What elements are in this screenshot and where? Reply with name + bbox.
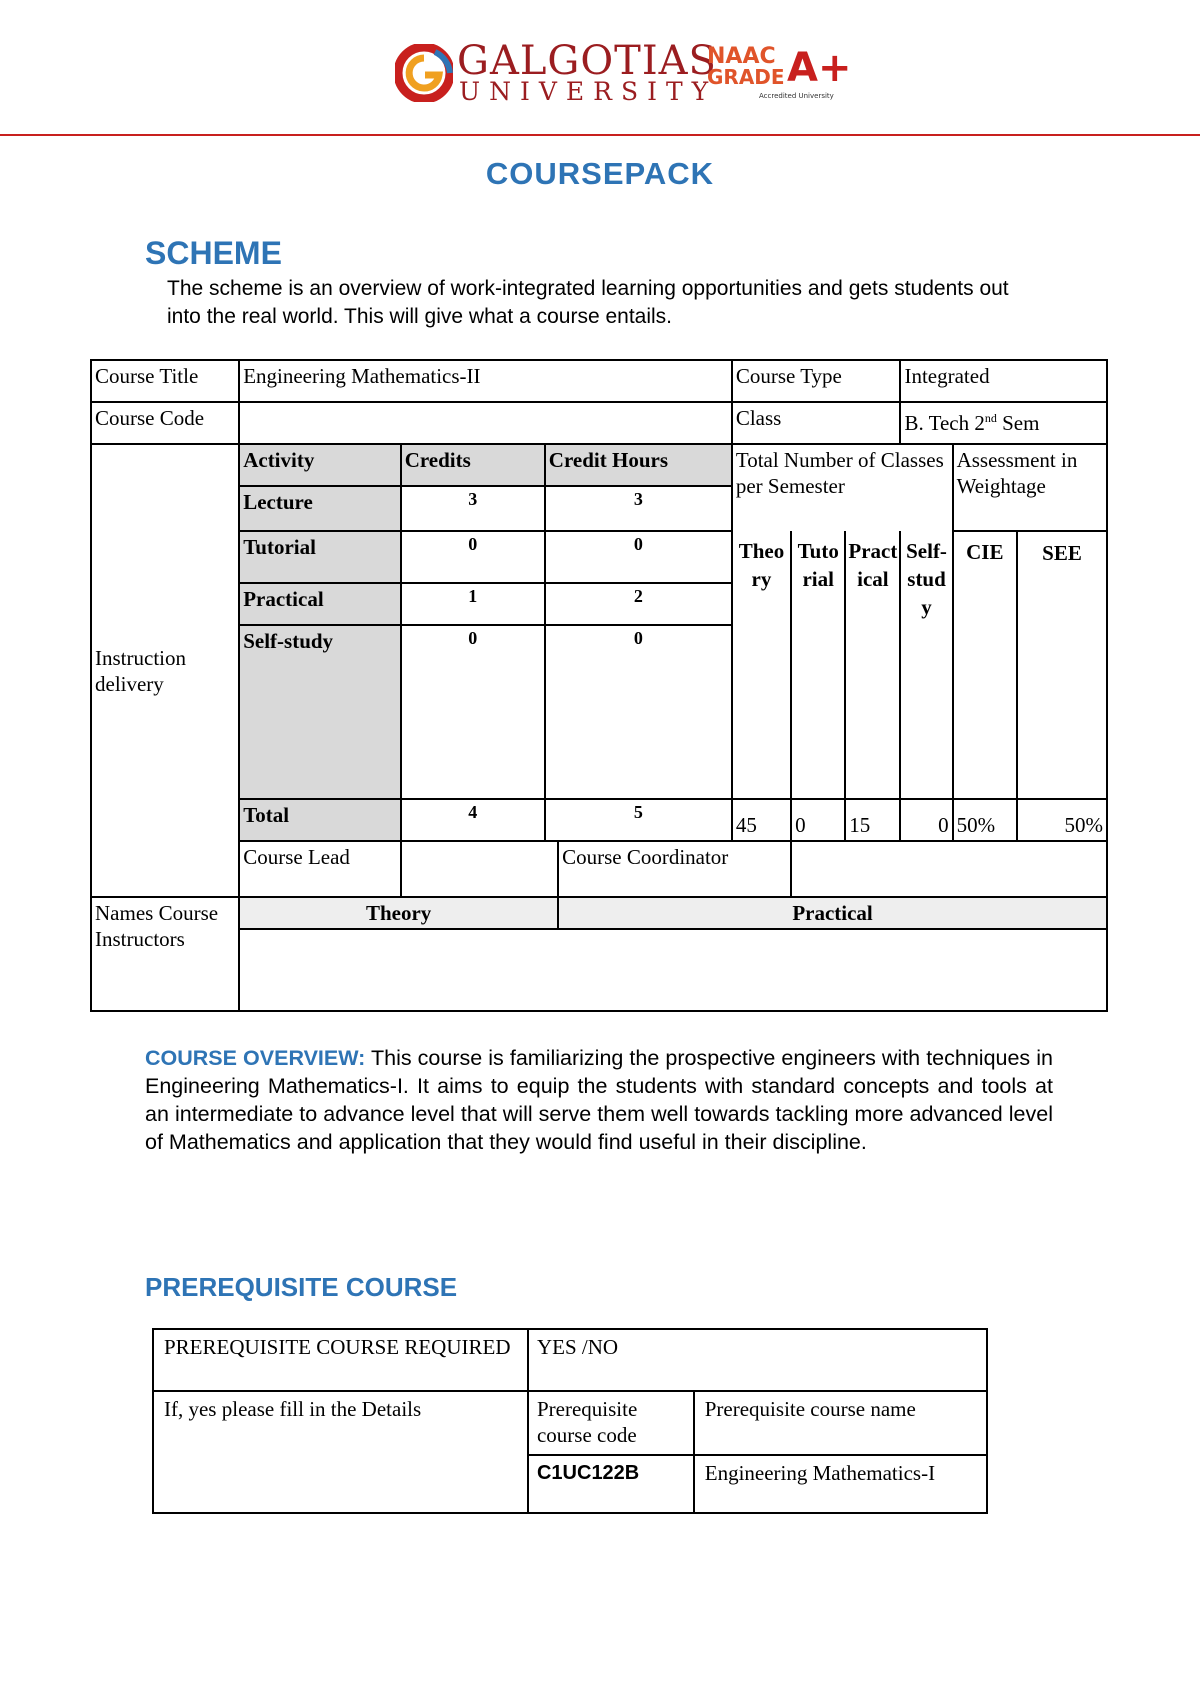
naac-badge <box>707 44 852 106</box>
prerequisite-name-header: Prerequisite course name <box>694 1391 987 1455</box>
naac-label: NAAC <box>707 44 776 69</box>
hours-self-study: 0 <box>545 625 732 799</box>
hours-tutorial: 0 <box>545 531 732 583</box>
prerequisite-table <box>152 1328 988 1514</box>
galgotias-emblem-icon <box>395 44 453 102</box>
credits-practical: 1 <box>401 583 545 625</box>
course-title-label: Course Title <box>91 360 239 402</box>
activity-practical: Practical <box>239 583 400 625</box>
course-code-label: Course Code <box>91 402 239 444</box>
classes-tutorial-header: Tutorial <box>791 531 845 799</box>
logo-name: GALGOTIAS <box>457 38 717 84</box>
activity-tutorial: Tutorial <box>239 531 400 583</box>
prerequisite-required-label: PREREQUISITE COURSE REQUIRED <box>153 1329 528 1391</box>
header-divider <box>0 134 1200 136</box>
cie-value: 50% <box>953 799 1017 841</box>
page-header <box>0 0 1200 136</box>
naac-grade-value: A+ <box>787 45 852 91</box>
see-header: SEE <box>1017 531 1107 799</box>
classes-practical-value: 15 <box>845 799 900 841</box>
course-overview-label: COURSE OVERVIEW: <box>145 1046 366 1070</box>
course-type-label: Course Type <box>732 360 901 402</box>
hours-lecture: 3 <box>545 486 732 531</box>
class-value-sup: nd <box>984 411 997 425</box>
course-overview-text: This course is familiarizing the prospective engineers with techniques in Engineering Mathematics-I. It aims to equip the students with standard concepts and tools at an intermediate to advance level that will serve them well towards tackling more advanced level of Mathematics and application that they would find useful in their discipline. <box>145 1046 1053 1154</box>
instructors-label: Names Course Instructors <box>91 897 239 1011</box>
total-classes-header: Total Number of Classes per Semester <box>732 444 953 531</box>
course-scheme-table <box>90 359 1108 1012</box>
total-credits: 4 <box>401 799 545 841</box>
instruction-delivery-label: Instruction delivery <box>91 444 239 897</box>
theory-instructors-header: Theory <box>239 897 558 929</box>
prerequisite-name-value: Engineering Mathematics-I <box>694 1455 987 1513</box>
course-code-value <box>239 402 732 444</box>
classes-theory-header: Theory <box>732 531 791 799</box>
credit-hours-header: Credit Hours <box>545 444 732 486</box>
hours-practical: 2 <box>545 583 732 625</box>
logo-subtitle: UNIVERSITY <box>459 77 718 106</box>
class-label: Class <box>732 402 901 444</box>
course-title-value: Engineering Mathematics-II <box>239 360 732 402</box>
classes-tutorial-value: 0 <box>791 799 845 841</box>
classes-self-study-value: 0 <box>900 799 952 841</box>
prerequisite-fill-label: If, yes please fill in the Details <box>153 1391 528 1513</box>
total-label: Total <box>239 799 400 841</box>
cie-header: CIE <box>953 531 1017 799</box>
assessment-header: Assessment in Weightage <box>953 444 1107 531</box>
credits-header: Credits <box>401 444 545 486</box>
activity-header: Activity <box>239 444 400 486</box>
credits-tutorial: 0 <box>401 531 545 583</box>
credits-self-study: 0 <box>401 625 545 799</box>
total-hours: 5 <box>545 799 732 841</box>
course-type-value: Integrated <box>900 360 1107 402</box>
galgotias-logo <box>395 38 852 110</box>
class-value-suffix: Sem <box>996 411 1040 435</box>
prerequisite-code-header: Prerequisite course code <box>528 1391 694 1455</box>
page-title: COURSEPACK <box>485 156 715 191</box>
classes-self-study-header: Self-study <box>900 531 952 799</box>
course-coordinator-label: Course Coordinator <box>558 841 791 897</box>
scheme-heading: SCHEME <box>145 235 282 271</box>
activity-lecture: Lecture <box>239 486 400 531</box>
naac-grade-label: GRADE <box>707 65 785 89</box>
class-value-prefix: B. Tech 2 <box>904 411 985 435</box>
scheme-intro: The scheme is an overview of work-integrated learning opportunities and gets students out into the real world. This will give what a course entails. <box>167 277 1009 328</box>
see-value: 50% <box>1017 799 1107 841</box>
course-lead-value <box>401 841 558 897</box>
prerequisite-required-value: YES /NO <box>528 1329 987 1391</box>
course-overview <box>145 1044 1053 1156</box>
credits-lecture: 3 <box>401 486 545 531</box>
practical-instructors-header: Practical <box>558 897 1107 929</box>
prerequisite-code-value: C1UC122B <box>528 1455 694 1513</box>
naac-accredited-label: Accredited University <box>759 92 834 100</box>
prerequisite-heading: PREREQUISITE COURSE <box>145 1272 458 1302</box>
course-lead-label: Course Lead <box>239 841 400 897</box>
classes-practical-header: Practical <box>845 531 900 799</box>
course-coordinator-value <box>791 841 1107 897</box>
instructors-names-cell <box>239 929 1107 1011</box>
class-value <box>900 402 1107 444</box>
activity-self-study: Self-study <box>239 625 400 799</box>
classes-theory-value: 45 <box>732 799 791 841</box>
